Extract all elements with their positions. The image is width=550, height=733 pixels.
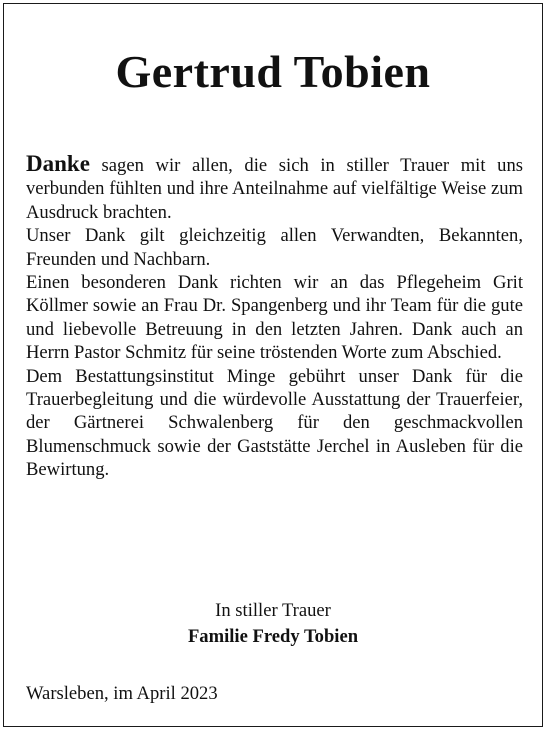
paragraph-relatives: Unser Dank gilt gleichzeitig allen Verwandten, Bekannten, Freunden und Nachbarn. [26, 225, 523, 270]
paragraph-thanks [26, 152, 523, 224]
closing-line: In stiller Trauer [215, 600, 331, 621]
signoff [4, 598, 542, 650]
family-name: Familie Fredy Tobien [187, 626, 359, 647]
place-and-date: Warsleben, im April 2023 [26, 683, 218, 704]
paragraph-care-home: Einen besonderen Dank richten wir an das Pflegeheim Grit Köllmer sowie an Frau Dr. Spangenberg und ihr Team für die gute und liebevolle Betreuung in den letzten Jahren. Dank auch an Herrn Pastor Schmitz für seine tröstenden Worte zum Abschied. [26, 272, 523, 364]
obituary-notice [3, 3, 543, 727]
paragraph-funeral-home: Dem Bestattungsinstitut Minge gebührt unser Dank für die Trauerbegleitung und die würdevolle Ausstattung der Trauerfeier, der Gärtnerei Schwalenberg für den geschmackvollen Blumenschmuck sowie der Gaststätte Jerchel in Ausleben für die Bewirtung. [26, 365, 523, 481]
lead-word: Danke [26, 151, 90, 176]
paragraph-1-text: sagen wir allen, die sich in stiller Trauer mit uns verbunden fühlten und ihre Anteilnahme auf vielfältige Weise zum Ausdruck brachten. [26, 155, 523, 223]
thank-you-text [26, 152, 523, 482]
deceased-name: Gertrud Tobien [115, 46, 431, 97]
